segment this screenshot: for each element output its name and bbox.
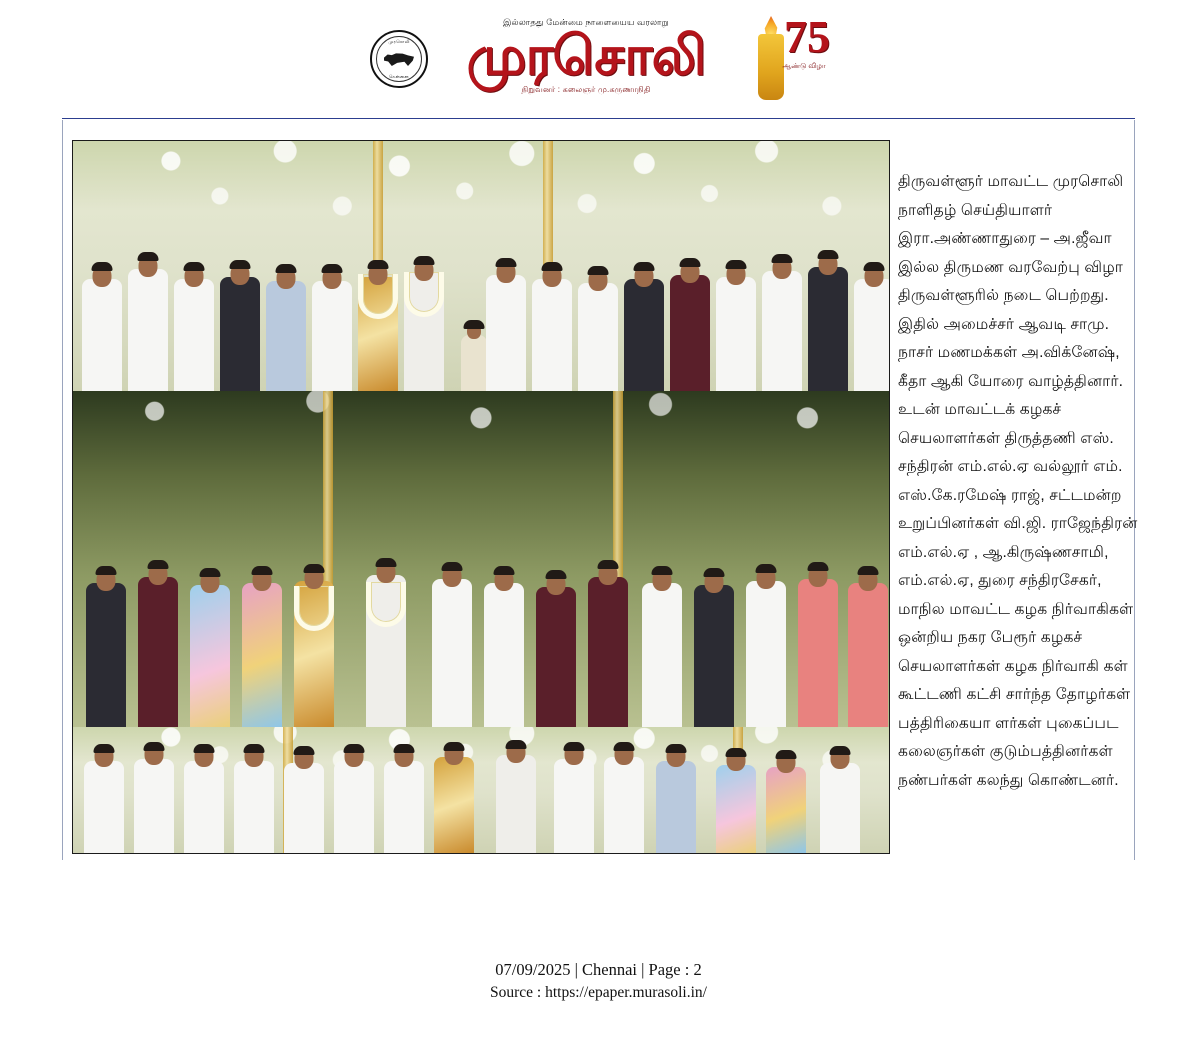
person [759, 231, 805, 391]
masthead-inner [370, 4, 830, 108]
masthead-divider [62, 118, 1135, 119]
groom [363, 527, 409, 727]
person [653, 733, 699, 853]
person [533, 545, 579, 727]
person [575, 247, 621, 391]
person [381, 733, 427, 853]
person [281, 735, 327, 853]
person [217, 239, 263, 391]
person [125, 229, 171, 391]
person [713, 739, 759, 853]
guest-group [73, 727, 889, 853]
anniversary-caption: ஆண்டு விழா [782, 63, 826, 70]
footer-meta: 07/09/2025 | Chennai | Page : 2 [495, 960, 702, 979]
wedding-reception-photo-middle [73, 391, 889, 727]
person [331, 731, 377, 853]
person [181, 733, 227, 853]
footer-source-label: Source : [490, 984, 546, 1001]
footer-source-link[interactable]: https://epaper.murasoli.in/ [545, 984, 707, 1001]
photo-collage [72, 140, 890, 854]
person [795, 531, 841, 727]
person [83, 537, 129, 727]
person [743, 535, 789, 727]
person [845, 537, 889, 727]
groom [401, 235, 447, 391]
masthead-tagline-top: இல்லாதது மேன்மை நாளையைய வரலாறு [503, 16, 669, 27]
person [231, 731, 277, 853]
person [239, 539, 285, 727]
guest-group [73, 505, 889, 727]
person [187, 541, 233, 727]
person [529, 241, 575, 391]
seal-text-bottom: சென்னை [389, 74, 409, 79]
masthead-founder-line: நிறுவனர் : கலைஞர் மு.கருணாநிதி [521, 85, 651, 95]
masthead-title-block [428, 17, 744, 96]
bride [291, 535, 337, 727]
page-footer [0, 960, 1197, 1002]
person [851, 241, 889, 391]
anniversary-badge [744, 8, 830, 104]
person [763, 743, 809, 853]
page-title: முரசொலி [466, 25, 706, 86]
bull-emblem-icon [370, 30, 428, 88]
person [483, 237, 529, 391]
wedding-reception-photo-top [73, 141, 889, 391]
person [131, 729, 177, 853]
person [309, 243, 355, 391]
bride [355, 241, 401, 391]
bride [431, 729, 477, 853]
person [601, 729, 647, 853]
groom [493, 727, 539, 853]
masthead [0, 0, 1197, 112]
anniversary-number: 75 [784, 11, 830, 62]
person [805, 227, 851, 391]
person [171, 241, 217, 391]
person [817, 737, 863, 853]
article-body [898, 168, 1138, 795]
person [713, 239, 759, 391]
person [639, 537, 685, 727]
person [667, 237, 713, 391]
person [551, 731, 597, 853]
article-paragraph: திருவள்ளூர் மாவட்ட முரசொலி நாளிதழ் செய்தியாளர் இரா.அண்ணாதுரை – அ.ஜீவா இல்ல திருமண வரவேற்பு விழா திருவள்ளூரில் நடை பெற்றது. இதில் அமைச்சர் ஆவடி சாமு. நாசர் மணமக்கள் அ.விக்னேஷ், கீதா ஆகி யோரை வாழ்த்தினார். உடன் மாவட்டக் கழகச் செயலாளர்கள் திருத்தணி எஸ். சந்திரன் எம்.எல்.ஏ வல்லூர் எம். எஸ்.கே.ரமேஷ் ராஜ், சட்டமன்ற உறுப்பினர்கள் வி.ஜி. ராஜேந்திரன் எம்.எல்.ஏ , ஆ.கிருஷ்ணசாமி, எம்.எல்.ஏ, துரை சந்திரசேகர், மாநில மாவட்ட கழக நிர்வாகிகள் ஒன்றிய நகர பேரூர் கழகச் செயலாளர்கள் கழக நிர்வாகி கள் கூட்டணி கட்சி சார்ந்த தோழர்கள் பத்திரிகையா ளர்கள் புகைப்பட கலைஞர்கள் குடும்பத்தினர்கள் நண்பர்கள் கலந்து கொண்டனர். [898, 173, 1138, 789]
person [691, 541, 737, 727]
torch-icon [758, 34, 784, 100]
person [585, 529, 631, 727]
person [263, 245, 309, 391]
guest-group [73, 226, 889, 391]
person [429, 533, 475, 727]
person [79, 241, 125, 391]
person [621, 241, 667, 391]
seal-text-top: முரசொலி [388, 39, 410, 44]
person [81, 733, 127, 853]
person [481, 537, 527, 727]
footer-source [0, 984, 1197, 1002]
wedding-reception-photo-bottom [73, 727, 889, 853]
person [135, 529, 181, 727]
